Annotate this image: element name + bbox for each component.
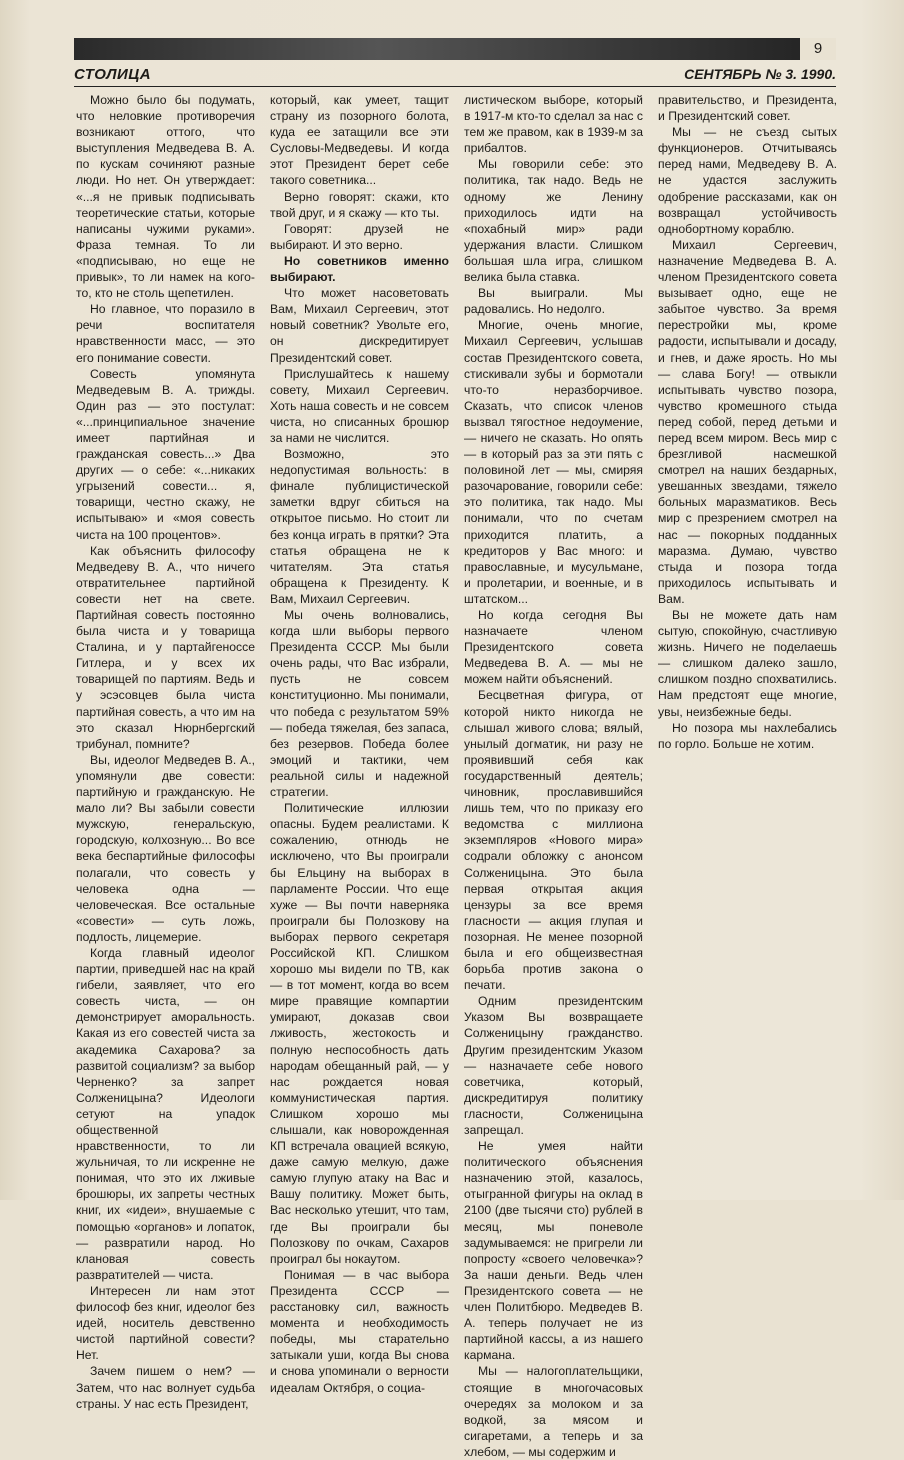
column-1: [76, 92, 255, 1412]
page-number: 9: [800, 38, 836, 60]
paragraph: Зачем пишем о нем? — Затем, что нас волнует судьба страны. У нас есть Президент,: [76, 1364, 255, 1411]
paragraph: Но главное, что поразило в речи воспитателя нравственности масс, — это его понимание совести.: [76, 302, 255, 365]
paragraph: Мы очень волновались, когда шли выборы первого Президента СССР. Мы были очень рады, что Вас избрали, пусть не совсем конституционно. Мы понимали, что победа с результатом 59% — победа тяжелая, без запаса, без резервов. Победа более эмоций и тактики, чем реальной силы и надежной стратегии.: [270, 608, 449, 800]
paragraph: Как объяснить философу Медведеву В. А., что ничего отвратительнее партийной совести нет на свете. Партийная совесть постоянно была чиста и у товарища Сталина, и у партайгеноссе Гитлера, и у всех их товарищей по партиям. Ведь и у эсэсовцев была чиста партийная совесть, а что им на это сказал Нюрнбергский трибунал, помните?: [76, 543, 255, 751]
paragraph: Бесцветная фигура, от которой никто никогда не слышал живого слова; вялый, унылый догматик, ни разу не проявивший себя как государственный деятель; чиновник, прославившийся лишь тем, что по приказу его ведомства с миллиона экземпляров «Нового мира» содрали обложку с анонсом Солженицына. Это была первая открытая акция цензуры за все время гласности — акция глупая и позорная. Не менее позорной была и его общеизвестная борьба против закона о печати.: [464, 688, 643, 993]
paragraph: Но когда сегодня Вы назначаете членом Президентского совета Медведева В. А. — мы не можем найти объяснений.: [464, 608, 643, 687]
paragraph: который, как умеет, тащит страну из позорного болота, куда ее затащили все эти Сусловы-Медведевы. И когда этот Президент берет себе такого советника...: [270, 93, 449, 188]
paragraph: листическом выборе, который в 1917-м кто-то сделал за нас с тем же правом, как в 1939-м за прибалтов.: [464, 93, 643, 156]
paragraph: Но советников именно выбирают.: [270, 253, 449, 285]
issue-date: СЕНТЯБРЬ № 3. 1990.: [684, 66, 836, 82]
paragraph: Вы, идеолог Медведев В. А., упомянули две совести: партийную и гражданскую. Не мало ли? Вы забыли совести мужскую, генеральскую, городскую, колхозную... Во все века беспартийные философы полагали, что совесть у человека одна — человеческая. Все остальные «совести» — суть ложь, подлость, лицемерие.: [76, 752, 255, 944]
column-2: [270, 92, 449, 1396]
header-bar: [74, 38, 836, 60]
paragraph: Интересен ли нам этот философ без книг, идеолог без идей, носитель девственно чистой партийной совести? Нет.: [76, 1283, 255, 1363]
masthead: [74, 64, 836, 87]
publication-title: СТОЛИЦА: [74, 66, 152, 83]
paragraph: Понимая — в час выбора Президента СССР — расстановку сил, важность момента и необходимость победы, мы старательно затыкали уши, когда Вы снова и снова упоминали о верности идеалам Октября, о социа-: [270, 1267, 449, 1395]
paragraph: Не умея найти политического объяснения назначению этой, казалось, отыгранной фигуры на оклад в 2100 (две тысячи сто) рублей в месяц, мы поневоле задумываемся: не пригрели ли попросту «своего человечка»? За наши деньги. Ведь член Президентского совета — не член Политбюро. Медведев В. А. теперь получает не из партийной кассы, а из нашего кармана.: [464, 1139, 643, 1363]
paragraph: Можно было бы подумать, что неловкие противоречия возникают оттого, что выступления Медведева В. А. по кускам сочиняют разные люди. Но нет. Он утверждает: «...я не привык подписывать теоретические статьи, которые написаны чужими руками». Фраза темная. То ли «подписываю, но еще не привык», то ли намек на кого-то, кто не столь щепетилен.: [76, 93, 255, 301]
paragraph: Мы говорили себе: это политика, так надо. Ведь не одному же Ленину приходилось идти на «похабный мир» ради удержания власти. Слишком большая шла игра, слишком велика была ставка.: [464, 157, 643, 285]
paragraph: Вы выиграли. Мы радовались. Но недолго.: [464, 286, 643, 317]
paragraph: Что может насоветовать Вам, Михаил Сергеевич, этот новый советник? Увольте его, он дискредитирует Президентский совет.: [270, 286, 449, 365]
paragraph: Но позора мы нахлебались по горло. Больше не хотим.: [658, 720, 837, 751]
paragraph: Михаил Сергеевич, назначение Медведева В. А. членом Президентского совета вызывает одно, еще не забытое чувство. За время перестройки мы, кроме радости, испытывали и досаду, и гнев, и даже ярость. Но мы — слава Богу! — отвыкли испытывать чувство позора, чувство кромешного стыда перед собой, перед детьми и перед всем миром. Весь мир с брезгливой насмешкой смотрел на наших бездарных, увешанных звездами, тяжело больных маразматиков. Весь мир с презрением смотрел на нас — покорных подданных маразма. Думаю, чувство стыда и позора тогда приходилось испытывать и Вам.: [658, 237, 837, 606]
column-4: [658, 92, 837, 752]
paragraph: Совесть упомянута Медведевым В. А. трижды. Один раз — это постулат: «...принципиальное значение имеет партийная и гражданская совесть...» Два других — о себе: «...никаких угрызений совести... я, товарищи, честно скажу, не испытываю» и «моя совесть чиста на 100 процентов».: [76, 366, 255, 542]
paragraph: правительство, и Президента, и Президентский совет.: [658, 93, 837, 124]
paragraph: Верно говорят: скажи, кто твой друг, и я скажу — кто ты.: [270, 189, 449, 220]
paragraph: Прислушайтесь к нашему совету, Михаил Сергеевич. Хоть наша совесть и не совсем чиста, но списанных брошюр за нами не числится.: [270, 366, 449, 445]
article-body: [74, 92, 837, 1459]
paragraph: Мы — не съезд сытых функционеров. Отчитываясь перед нами, Медведеву В. А. не удастся заслужить одобрение рассказами, как он возвращал устойчивость однобортному кораблю.: [658, 125, 837, 236]
paragraph: Мы — налогоплательщики, стоящие в многочасовых очередях за молоком и за водкой, за мясом и сигаретами, а теперь и за хлебом, — мы содержим и: [464, 1364, 643, 1459]
column-3: [464, 92, 643, 1460]
paragraph: Политические иллюзии опасны. Будем реалистами. К сожалению, отнюдь не исключено, что Вы проиграли бы Ельцину на выборах в парламенте России. Что еще хуже — Вы почти наверняка проиграли бы Полозкову на выборах первого секретаря Российской КП. Слишком хорошо мы видели по ТВ, как — в тот момент, когда во всем мире правящие компартии умирают, доказав свои лживость, жестокость и полную неспособность дать народам обещанный рай, — у нас рождается новая коммунистическая партия. Слишком хорошо мы слышали, как новорожденная КП встречала овацией всякую, даже самую мелкую, даже самую глупую атаку на Вас и Вашу политику. Может быть, Вас несколько утешит, что там, где Вы проиграли бы Полозкову по очкам, Сахаров проиграл бы нокаутом.: [270, 801, 449, 1266]
paragraph: Вы не можете дать нам сытую, спокойную, счастливую жизнь. Ничего не поделаешь — слишком далеко зашло, слишком поздно спохватились. Нам предстоят еще многие, увы, неизбежные беды.: [658, 608, 837, 719]
paragraph: Одним президентским Указом Вы возвращаете Солженицыну гражданство. Другим президентским Указом — назначаете себе нового советчика, который, дискредитируя политику гласности, Солженицына запрещал.: [464, 994, 643, 1137]
paragraph: Говорят: друзей не выбирают. И это верно.: [270, 221, 449, 252]
paragraph: Когда главный идеолог партии, приведшей нас на край гибели, заявляет, что его совесть чиста, — он демонстрирует аморальность. Какая из его совестей чиста за академика Сахарова? за развитой социализм? за выбор Черненко? за запрет Солженицына? Идеологи сетуют на упадок общественной нравственности, то ли жульничая, то ли искренне не понимая, что это их лживые брошюры, их запреты честных книг, их «идеи», внушаемые с помощью «органов» и лопаток, — развратили народ. Но клановая совесть развратителей — чиста.: [76, 945, 255, 1282]
paragraph: Возможно, это недопустимая вольность: в финале публицистической заметки вдруг сбиться на открытое письмо. Но стоит ли без конца играть в прятки? Эта статья обращена не к читателям. Эта статья обращена к Президенту. К Вам, Михаил Сергеевич.: [270, 447, 449, 606]
paragraph: Многие, очень многие, Михаил Сергеевич, услышав состав Президентского совета, стискивали зубы и бормотали что-то неразборчивое. Сказать, что список членов вызвал тягостное недоумение, — ничего не сказать. Но опять — в который раз за эти пять с половиной лет — мы, смиряя разочарование, говорили себе: это политика, так надо. Мы понимали, что по счетам приходится платить, а кредиторов у Вас много: и православные, и мусульмане, и пролетарии, и военные, и в штатском...: [464, 318, 643, 606]
